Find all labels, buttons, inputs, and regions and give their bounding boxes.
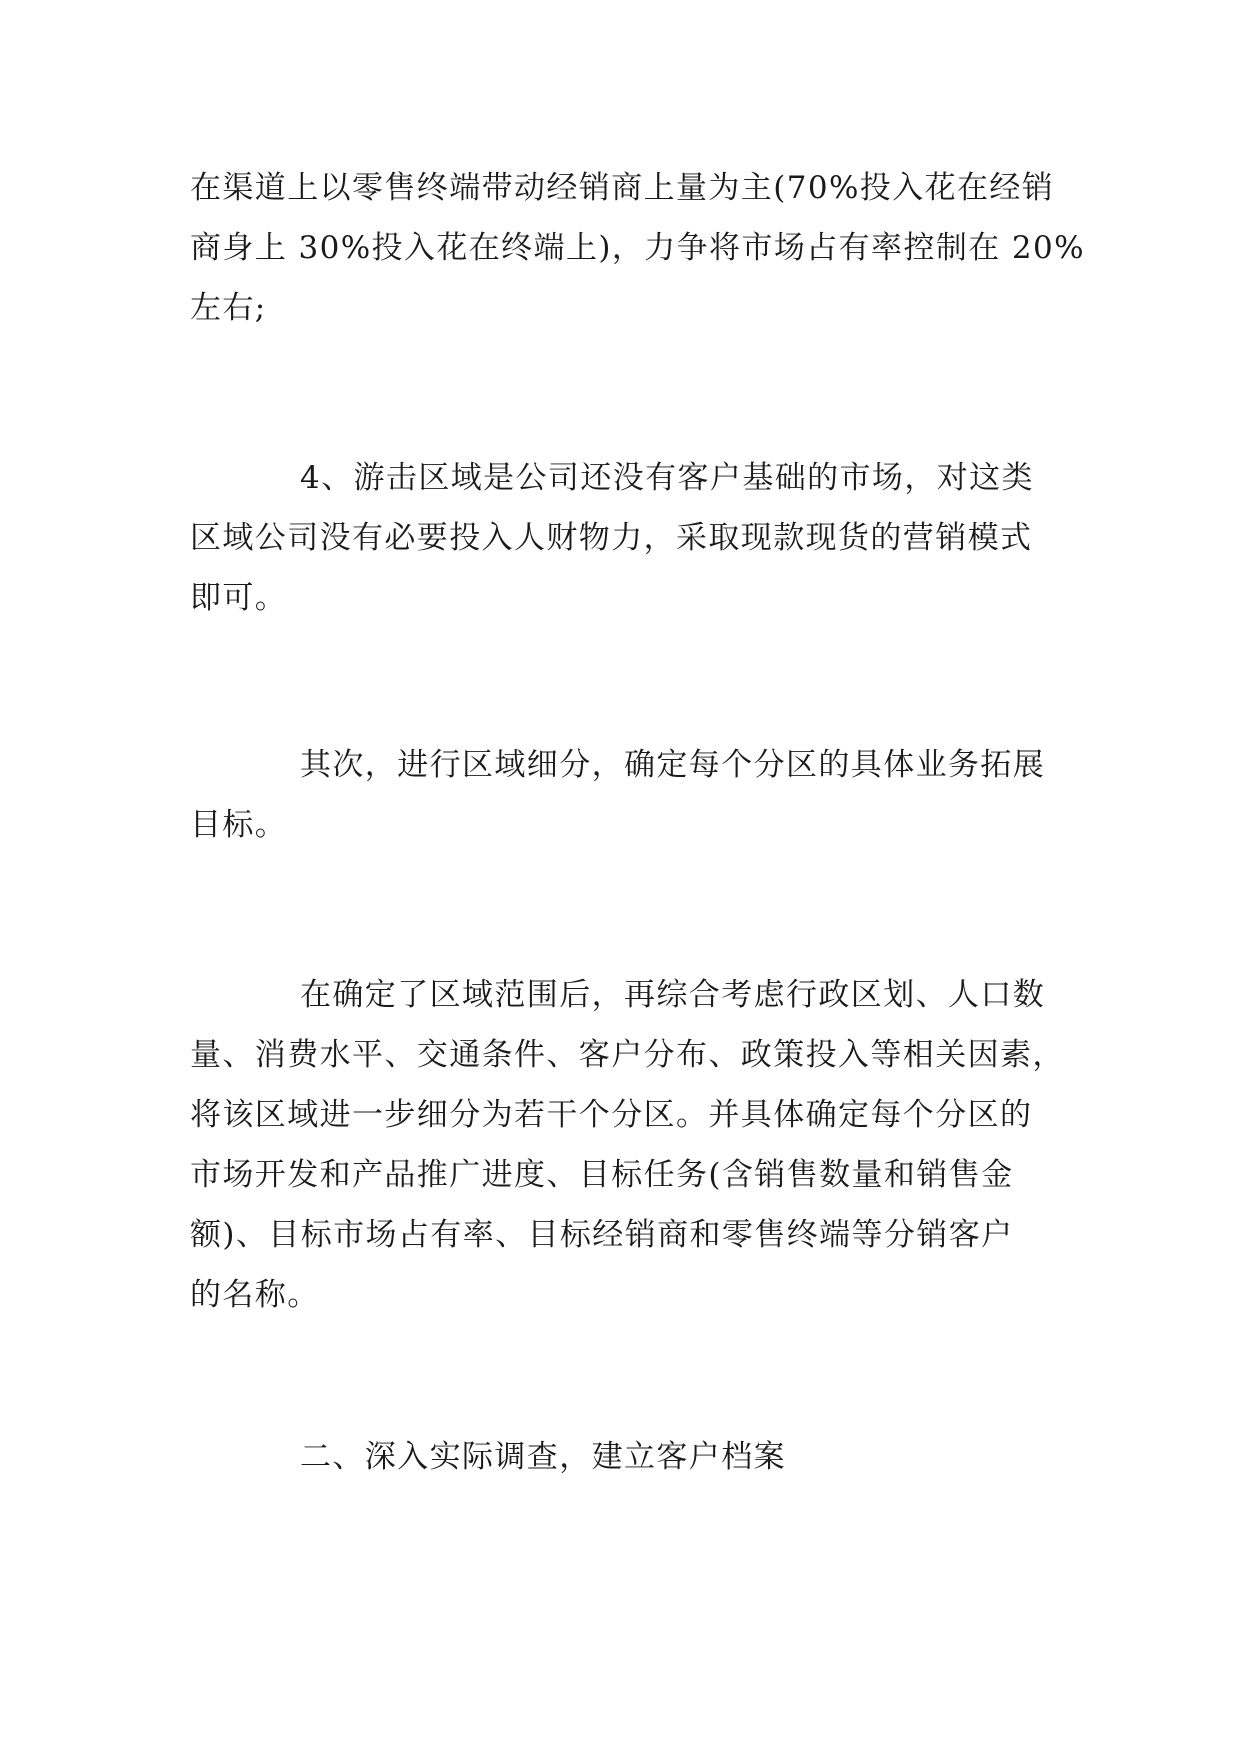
text-line: 目标。 <box>190 807 288 843</box>
section-heading-customer-files <box>190 1427 1060 1487</box>
text-line: 其次，进行区域细分，确定每个分区的具体业务拓展 <box>300 747 1046 783</box>
paragraph-guerrilla-region <box>190 448 1060 628</box>
paragraph-region-subdivision <box>190 735 1060 855</box>
text-line: 在确定了区域范围后，再综合考虑行政区划、人口数 <box>300 977 1046 1013</box>
text-line: 区域公司没有必要投入人财物力，采取现款现货的营销模式 <box>190 520 1033 556</box>
text-line: 将该区域进一步细分为若干个分区。并具体确定每个分区的 <box>190 1097 1033 1133</box>
paragraph-channel-strategy <box>190 158 1086 338</box>
text-line: 即可。 <box>190 580 288 616</box>
text-line: 4、游击区域是公司还没有客户基础的市场，对这类 <box>300 460 1034 496</box>
text-line: 的名称。 <box>190 1277 320 1313</box>
text-line: 左右; <box>190 290 267 326</box>
text-line: 在渠道上以零售终端带动经销商上量为主(70%投入花在经销 <box>190 170 1055 206</box>
text-line: 额)、目标市场占有率、目标经销商和零售终端等分销客户 <box>190 1217 1014 1253</box>
text-line: 市场开发和产品推广进度、目标任务(含销售数量和销售金 <box>190 1157 1014 1193</box>
text-line: 量、消费水平、交通条件、客户分布、政策投入等相关因素， <box>190 1037 1065 1073</box>
text-line: 商身上 30%投入花在终端上)，力争将市场占有率控制在 20% <box>190 230 1086 266</box>
section-heading-text: 二、深入实际调查，建立客户档案 <box>300 1439 786 1475</box>
paragraph-subdivision-details <box>190 965 1065 1325</box>
